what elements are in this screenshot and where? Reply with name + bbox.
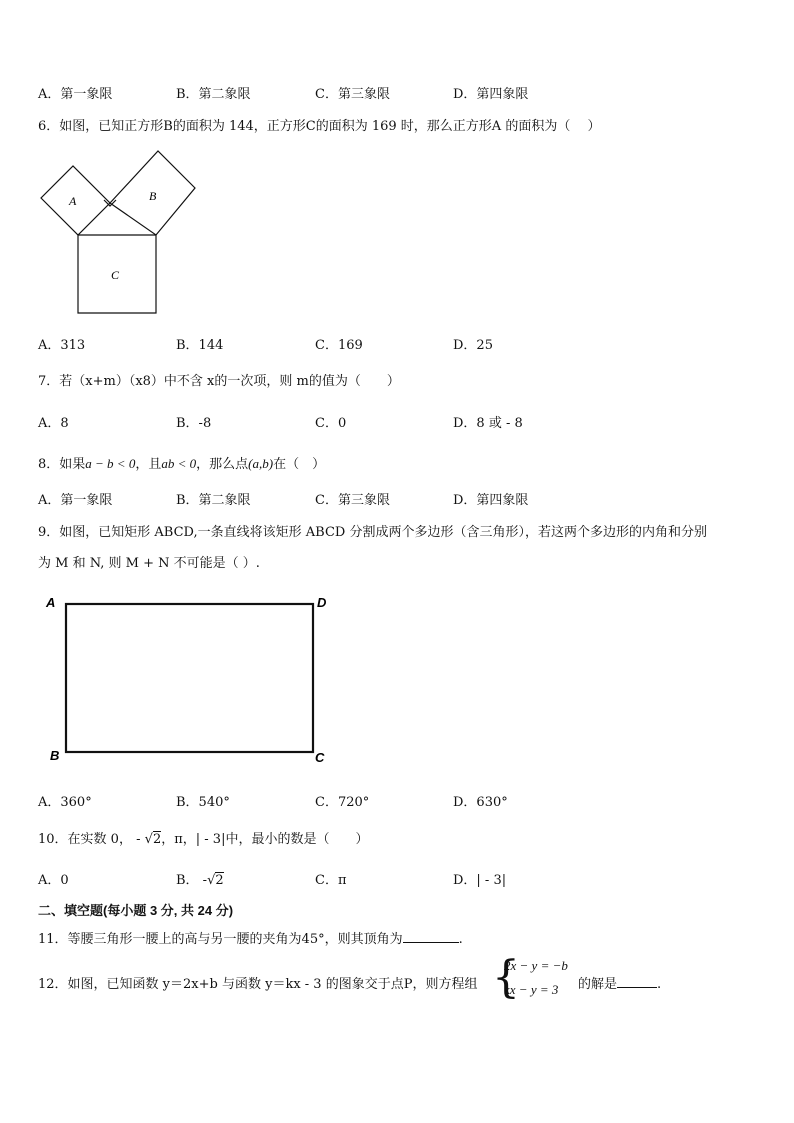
q7-option-d: D．8 或 - 8 bbox=[453, 416, 523, 431]
q8-stem-part2: ，且 bbox=[135, 457, 162, 472]
q8-expr-1: a − b < 0 bbox=[85, 456, 136, 471]
q10-option-b-prefix: B． - bbox=[176, 873, 208, 888]
label-b: B bbox=[149, 189, 157, 203]
q9-option-a: A．360° bbox=[38, 795, 92, 810]
q5-option-c: C．第三象限 bbox=[315, 87, 390, 102]
q8-expr-2: ab < 0 bbox=[161, 456, 197, 471]
q8-stem-part1: 8．如果 bbox=[38, 457, 86, 472]
q10-option-c: C．π bbox=[315, 873, 347, 888]
q8-expr-3: (a,b) bbox=[248, 456, 274, 471]
q8-stem bbox=[38, 453, 325, 472]
q7-option-a: A．8 bbox=[38, 416, 69, 431]
q8-option-d: D．第四象限 bbox=[453, 493, 529, 508]
q8-stem-part3: ，那么点 bbox=[196, 457, 249, 472]
q9-option-b: B．540° bbox=[176, 795, 230, 810]
q6-option-b: B．144 bbox=[176, 338, 224, 353]
label-b: B bbox=[50, 748, 60, 763]
q11-stem bbox=[38, 928, 463, 947]
q7-option-c: C．0 bbox=[315, 416, 347, 431]
q10-option-b-sqrt: 2 bbox=[215, 873, 224, 888]
q12-end: . bbox=[657, 977, 662, 992]
q7-stem: 7．若（x+m）（x8）中不含 x的一次项，则 m的值为（ ） bbox=[38, 374, 400, 389]
q7-option-b: B．-8 bbox=[176, 416, 212, 431]
q10-option-a: A．0 bbox=[38, 873, 69, 888]
q9-rectangle-figure bbox=[40, 590, 340, 770]
q10-stem-part1: 10．在实数 0， bbox=[38, 832, 132, 847]
label-a: A bbox=[46, 595, 56, 610]
q6-option-a: A．313 bbox=[38, 338, 86, 353]
q8-option-a: A．第一象限 bbox=[38, 493, 113, 508]
q5-option-a: A．第一象限 bbox=[38, 87, 113, 102]
q9-option-c: C．720° bbox=[315, 795, 370, 810]
brace-icon: { bbox=[492, 952, 520, 1003]
q8-stem-part4: 在（ ） bbox=[273, 457, 326, 472]
q10-option-d: D．| - 3| bbox=[453, 873, 507, 888]
label-d: D bbox=[317, 595, 327, 610]
q8-option-c: C．第三象限 bbox=[315, 493, 390, 508]
q6-option-d: D．25 bbox=[453, 338, 493, 353]
q12-stem: 12．如图，已知函数 y＝2x+b 与函数 y＝kx - 3 的图象交于点P，则方程组 bbox=[38, 977, 478, 992]
q8-option-b: B．第二象限 bbox=[176, 493, 251, 508]
q10-neg-sign: - bbox=[136, 832, 141, 847]
q10-option-b bbox=[176, 869, 224, 888]
q12-tail-text: 的解是 bbox=[578, 977, 618, 992]
q10-stem-part2: ，π，| - 3|中，最小的数是（ ） bbox=[161, 832, 369, 847]
q9-option-d: D．630° bbox=[453, 795, 508, 810]
q11-end: . bbox=[458, 932, 463, 947]
rectangle-abcd bbox=[66, 604, 313, 752]
section2-title: 二、填空题(每小题 3 分, 共 24 分) bbox=[38, 903, 234, 918]
sqrt-icon: √ bbox=[207, 873, 216, 888]
q6-stem: 6．如图，已知正方形B的面积为 144，正方形C的面积为 169 时，那么正方形A 的面积为（ ） bbox=[38, 119, 601, 134]
q12-tail bbox=[578, 973, 661, 992]
label-c: C bbox=[315, 750, 325, 765]
q9-stem-line2: 为 M 和 N, 则 M + N 不可能是（ ）. bbox=[38, 556, 260, 571]
label-a: A bbox=[69, 194, 77, 208]
q12-eq1: 2x − y = −b bbox=[504, 958, 568, 973]
q11-stem-text: 11．等腰三角形一腰上的高与另一腰的夹角为45°，则其顶角为 bbox=[38, 932, 403, 947]
q10-stem bbox=[38, 828, 368, 847]
q5-option-d: D．第四象限 bbox=[453, 87, 529, 102]
q12-equation-system bbox=[492, 952, 582, 1003]
sqrt-icon: √ bbox=[144, 832, 153, 847]
q11-answer-blank bbox=[403, 931, 459, 943]
q12-answer-blank bbox=[617, 976, 657, 988]
q10-sqrt-value: 2 bbox=[152, 832, 162, 847]
q12-eq2: kx − y = 3 bbox=[504, 982, 559, 997]
q6-squares-figure bbox=[38, 148, 198, 316]
label-c: C bbox=[111, 268, 120, 282]
q9-stem-line1: 9．如图，已知矩形 ABCD,一条直线将该矩形 ABCD 分割成两个多边形（含三角形），若这两个多边形的内角和分别 bbox=[38, 525, 707, 540]
q6-option-c: C．169 bbox=[315, 338, 363, 353]
q5-option-b: B．第二象限 bbox=[176, 87, 251, 102]
